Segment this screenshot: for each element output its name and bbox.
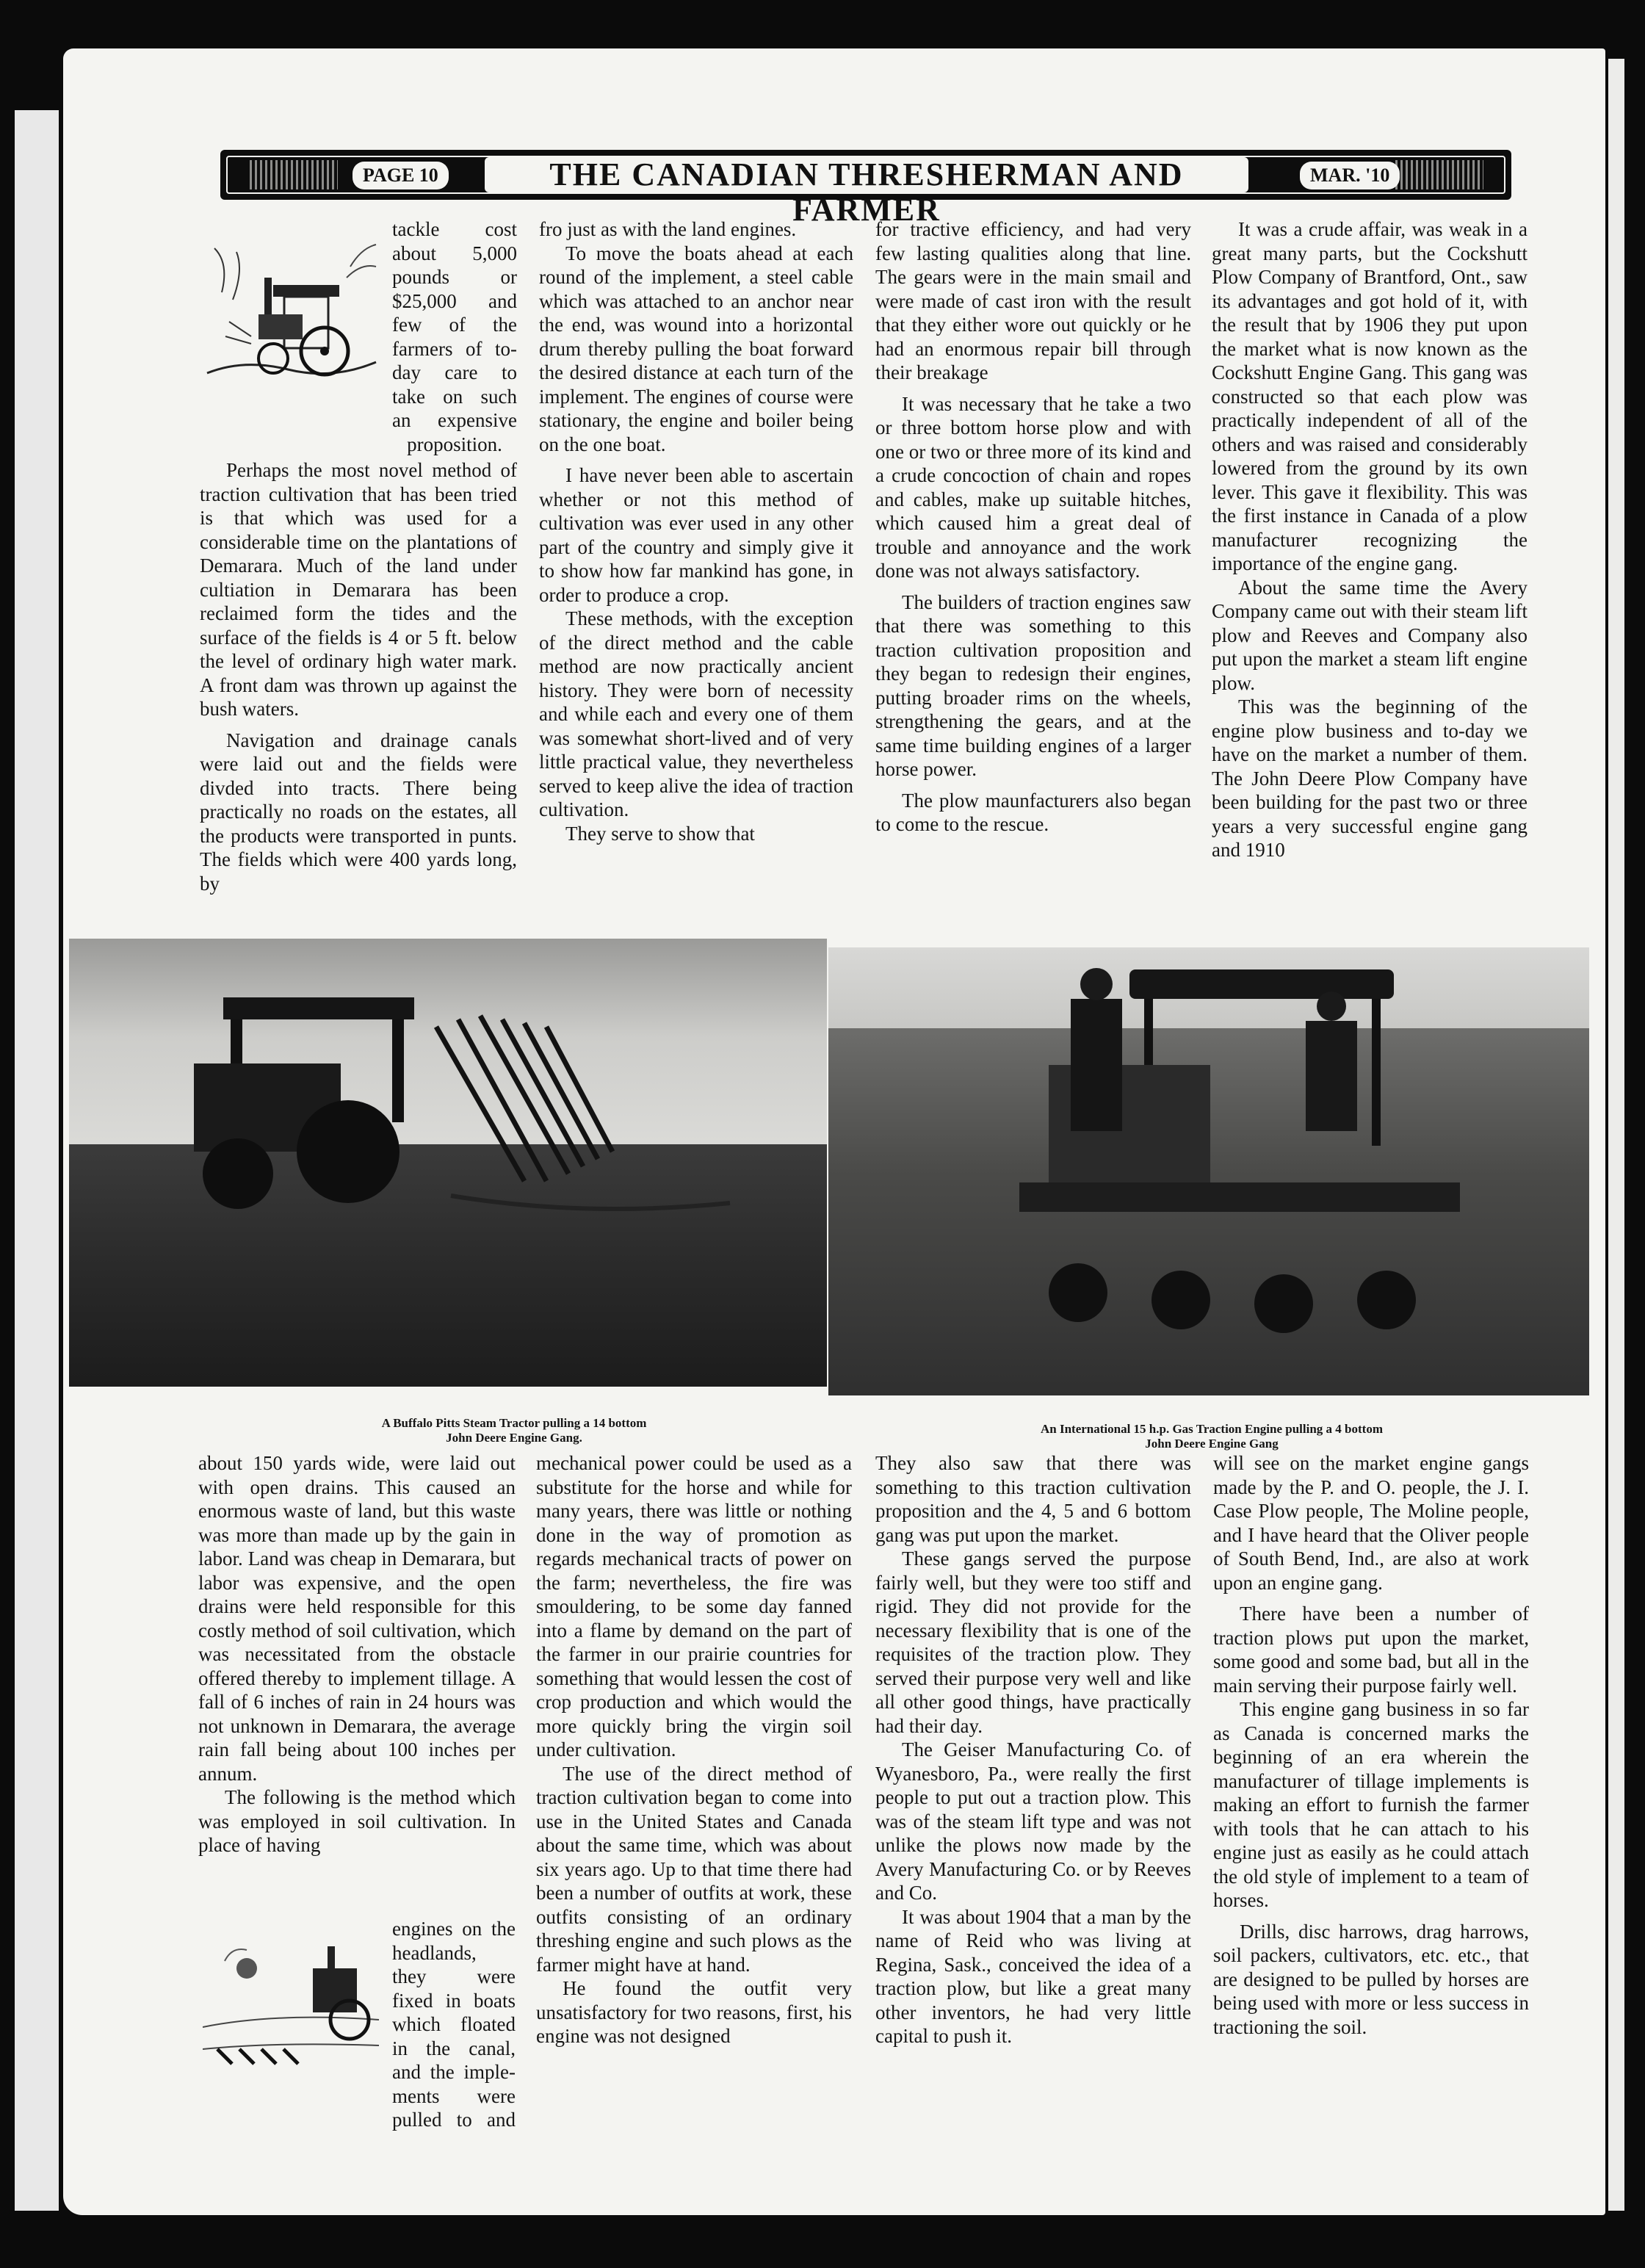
wrap-line: pulled to and xyxy=(392,2109,516,2131)
caption-line: John Deere Engine Gang xyxy=(1145,1437,1279,1451)
wrap-line: farmers of to- xyxy=(392,337,517,360)
paragraph: The plow maunfacturers also began to come to the rescue. xyxy=(875,789,1191,835)
wrap-line: pounds or xyxy=(392,266,517,288)
paragraph: fro just as with the land engines. xyxy=(539,218,797,240)
bottom-col1-wrap xyxy=(392,1917,516,2132)
paragraph: for tractive efficiency, and had very few lasting qualities along that line. The gears were in the main smail and were made of cast iron with the result that they either wore out quickly or he had an enormous repair bill through their breakage xyxy=(875,218,1191,383)
paragraph: He found the outfit very unsatisfactory for two reasons, first, his engine was not designed xyxy=(536,1977,852,2047)
wrap-line: day care to xyxy=(392,361,517,383)
wrap-line: proposition. xyxy=(407,433,502,455)
wrap-line: headlands, xyxy=(392,1941,477,1964)
paragraph: It was necessary that he take a two or three bottom horse plow and with one or two or three more of its kind and a crude concoction of chain and ropes and cables, make up suitable hitches, which caused him a great deal of trouble and annoyance and the work done was not always satisfactory. xyxy=(875,392,1191,582)
paragraph: It was a crude affair, was weak in a great many parts, but the Cockshutt Plow Company of Brantford, Ont., saw its advantages and got hold of it, with the result that by 1906 they put upon the market what is now known as the Cockshutt Engine Gang. This gang was constructed so that each plow was practically independent of all of the others and was raised and considerably lowered from the ground by its own lever. This gave it flexibility. This was the first instance in Canada of a plow manufacturer recognizing the importance of the engine gang. xyxy=(1212,218,1528,574)
wrap-line: few of the xyxy=(392,314,517,336)
paragraph: The use of the direct method of traction cultivation began to come into use in the United States and Canada about the same time, which was about six years ago. Up to that time there had been a number of outfits at work, these outfits consisting of an ordinary threshing engine and such plows as the farmer might have at hand. xyxy=(536,1762,852,1976)
top-col4 xyxy=(1212,217,1528,862)
page-number: PAGE 10 xyxy=(352,162,449,189)
plowing-sketch-icon xyxy=(203,1939,386,2093)
top-col1-body xyxy=(200,458,517,895)
underlying-page-edge xyxy=(15,110,59,2211)
masthead-title: THE CANADIAN THRESHERMAN AND FARMER xyxy=(485,157,1248,192)
paragraph: To move the boats ahead at each round of the implement, a steel cable which was attached to an anchor near the end, was wound into a horizontal drum thereby pulling the boat forward the desired distance at each turn of the implement. The engines of course were stationary, the engine and boiler being on the one boat. xyxy=(539,242,853,455)
paragraph: will see on the market engine gangs made by the P. and O. people, the J. I. Case Plow people, The Moline people, and I have heard that the Oliver people of South Bend, Ind., are also at work upon an engine gang. xyxy=(1213,1452,1529,1594)
paragraph: Perhaps the most novel method of traction cultivation that has been tried is that which was used for a considerable time on the plantations of Demarara. Much of the land under cultiation in Demarara has been reclaimed form the tides and the surface of the fields is 4 or 5 ft. below the level of ordinary high water mark. A front dam was thrown up against the bush waters. xyxy=(200,459,517,720)
wrap-line: tackle cost xyxy=(392,218,517,240)
wrap-line: they were xyxy=(392,1965,516,1987)
paragraph: I have never been able to ascertain whether or not this method of cultivation was ever used in any other part of the country and simply give it to show how far mankind has gone, in order to produce a crop. xyxy=(539,464,853,606)
gas-engine-photo-icon xyxy=(828,947,1589,1395)
tractor-sketch-icon xyxy=(200,234,383,402)
wrap-line: and the imple- xyxy=(392,2061,516,2083)
plowing-boat-illustration xyxy=(203,1939,386,2093)
caption-line: John Deere Engine Gang. xyxy=(446,1431,582,1445)
paragraph: about 150 yards wide, were laid out with open drains. This caused an enormous waste of land, but this waste was more than made up by the gain in labor. Land was cheap in Demarara, but labor was expensive, and the open drains were held responsible for this costly method of soil cultivation, which was necessitated from the obstacle offered thereby to implement tillage. A fall of 6 inches of rain in 24 hours was not unknown in Demarara, the average rain fall being about 100 inches per annum. xyxy=(198,1452,516,1785)
ornament-icon xyxy=(1395,160,1483,189)
paragraph: Drills, disc harrows, drag harrows, soil packers, cultivators, etc. etc., that are designed to be pulled by horses are being used with more or less success in tractioning the soil. xyxy=(1213,1920,1529,2038)
paragraph: These gangs served the purpose fairly well, but they were too stiff and rigid. They did not provide for the necessary flexibility that is one of the requisites of the traction plow. They served their purpose very well and like all other good things, have practically had their day. xyxy=(875,1547,1191,1737)
wrap-line: take on such xyxy=(392,385,517,408)
photo-caption-left xyxy=(220,1416,808,1445)
issue-date: MAR. '10 xyxy=(1300,162,1400,189)
wrap-line: about 5,000 xyxy=(392,242,517,264)
paragraph: The Geiser Manufacturing Co. of Wyanesboro, Pa., were really the first people to put out a traction plow. This was of the steam lift type and was not unlike the plows now made by the Avery Manufacturing Co. or by Reeves and Co. xyxy=(875,1738,1191,1904)
paragraph: The following is the method which was employed in soil cultivation. In place of having xyxy=(198,1786,516,1856)
paragraph: They also saw that there was something to this traction cultivation proposition and the 4, 5 and 6 bottom gang was put upon the market. xyxy=(875,1452,1191,1546)
paragraph: mechanical power could be used as a substitute for the horse and while for many years, there was little or nothing done in the way of promotion as regards mechanical tracts of power on the farm; nevertheless, the fire was smouldering, to be some day fanned into a flame by demand on the part of the farmer in our prairie countries for something that would lessen the cost of crop production and which would the more quickly bring the virgin soil under cultivation. xyxy=(536,1452,852,1760)
paragraph: About the same time the Avery Company came out with their steam lift plow and Reeves and Company also put upon the market a steam lift engine plow. xyxy=(1212,576,1528,694)
wrap-line: $25,000 and xyxy=(392,289,517,312)
top-col2 xyxy=(539,217,853,845)
wrap-line: in the canal, xyxy=(392,2037,516,2059)
page-header-banner xyxy=(220,150,1511,228)
traction-engine-illustration xyxy=(200,234,383,402)
photo-steam-tractor xyxy=(69,939,827,1391)
steam-tractor-photo-icon xyxy=(69,939,827,1391)
bottom-col3 xyxy=(875,1451,1191,2048)
paragraph: This was the beginning of the engine plow business and to-day we have on the market a number of them. The John Deere Plow Company have been building for the past two or three years a very successful engine gang and 1910 xyxy=(1212,696,1528,861)
caption-line: An International 15 h.p. Gas Traction Engine pulling a 4 bottom xyxy=(1040,1422,1383,1436)
paragraph: They serve to show that xyxy=(565,822,755,845)
wrap-line: ments were xyxy=(392,2084,516,2107)
bottom-col1 xyxy=(198,1451,516,1857)
bottom-col4 xyxy=(1213,1451,1529,2039)
paragraph: The builders of traction engines saw that there was something to this traction cultivation proposition and they began to redesign their engines, putting broader rims on the wheels, strengthening the gears, and at the same time building engines of a larger horse power. xyxy=(875,591,1191,780)
ornament-icon xyxy=(250,160,338,189)
paragraph: It was about 1904 that a man by the name of Reid who was living at Regina, Sask., conceived the idea of a traction plow, but like a great many other inventors, he had very little capital to push it. xyxy=(875,1905,1191,2047)
wrap-line: engines on the xyxy=(392,1918,516,1940)
wrap-line: fixed in boats xyxy=(392,1989,516,2012)
next-page-edge xyxy=(1608,59,1624,2211)
photo-caption-right xyxy=(896,1422,1528,1451)
bottom-col2 xyxy=(536,1451,852,2048)
top-col1-wrap xyxy=(392,217,517,456)
photo-gas-traction-engine xyxy=(828,947,1589,1395)
paragraph: Navigation and drainage canals were laid out and the fields were divded into tracts. There being practically no roads on the estates, all the products were transported in punts. The fields which were 400 yards long, by xyxy=(200,729,517,895)
paragraph: This engine gang business in so far as Canada is concerned marks the beginning of an era wherein the manufacturer of tillage implements is making an effort to furnish the farmer with tools that he can attach to his engine just as easily as he could attach the old style of implement to a team of horses. xyxy=(1213,1698,1529,1911)
caption-line: A Buffalo Pitts Steam Tractor pulling a 14 bottom xyxy=(381,1416,647,1430)
top-col3 xyxy=(875,217,1191,837)
paragraph: These methods, with the exception of the direct method and the cable method are now practically ancient history. They were born of necessity and while each and every one of them was somewhat short-lived and of very little practical value, they nevertheless served to keep alive the idea of traction cultivation. xyxy=(539,607,853,820)
paragraph: There have been a number of traction plows put upon the market, some good and some bad, but all in the main serving their purpose fairly well. xyxy=(1213,1603,1529,1697)
wrap-line: an expensive xyxy=(392,409,517,431)
wrap-line: which floated xyxy=(392,2013,516,2035)
